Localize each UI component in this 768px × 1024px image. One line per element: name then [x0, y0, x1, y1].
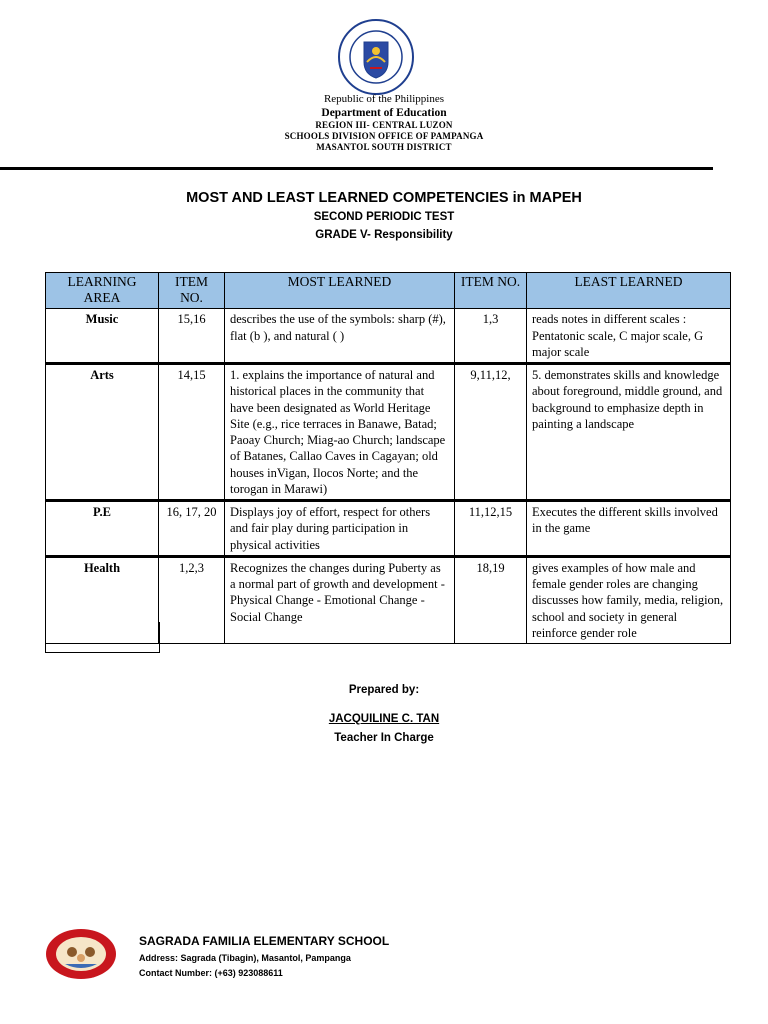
- school-logo: [45, 928, 117, 980]
- table-row: [46, 364, 731, 501]
- division-label: SCHOOLS DIVISION OFFICE OF PAMPANGA: [284, 131, 484, 141]
- cell-area: P.E: [46, 501, 159, 557]
- document-subtitle-grade: GRADE V- Responsibility: [315, 229, 453, 241]
- cell-least-items: 9,11,12,: [455, 364, 527, 501]
- cell-area: Health: [46, 556, 159, 643]
- cell-most-learned: Displays joy of effort, respect for others and fair play during participation in physical activities: [225, 501, 455, 557]
- region-label: REGION III- CENTRAL LUZON: [315, 120, 453, 130]
- school-name: SAGRADA FAMILIA ELEMENTARY SCHOOL: [139, 934, 390, 948]
- header-divider: [0, 167, 713, 170]
- deped-seal-logo: [337, 18, 415, 96]
- cell-least-items: 18,19: [455, 556, 527, 643]
- cell-most-learned: describes the use of the symbols: sharp (#), flat (b ), and natural ( ): [225, 309, 455, 364]
- cell-most-items: 14,15: [159, 364, 225, 501]
- cell-area: Music: [46, 309, 159, 364]
- header-least-learned: LEAST LEARNED: [527, 273, 731, 309]
- cell-least-learned: Executes the different skills involved in the game: [527, 501, 731, 557]
- document-title: MOST AND LEAST LEARNED COMPETENCIES in MAPEH: [186, 190, 582, 206]
- table-row: [46, 309, 731, 364]
- cell-most-items: 1,2,3: [159, 556, 225, 643]
- cell-least-items: 1,3: [455, 309, 527, 364]
- teacher-role: Teacher In Charge: [334, 732, 434, 744]
- header-item-no-least: ITEM NO.: [455, 273, 527, 309]
- teacher-name: JACQUILINE C. TAN: [328, 713, 440, 725]
- prepared-by-label: Prepared by:: [348, 684, 420, 696]
- cell-most-items: 15,16: [159, 309, 225, 364]
- cell-least-learned: gives examples of how male and female gender roles are changing discusses how family, media, religion, school and society in general reinforce gender role: [527, 556, 731, 643]
- cell-least-learned: 5. demonstrates skills and knowledge about foreground, middle ground, and background to emphasize depth in painting a landscape: [527, 364, 731, 501]
- table-extension-cell: [45, 622, 160, 653]
- republic-label: Republic of the Philippines: [323, 93, 445, 105]
- cell-most-items: 16, 17, 20: [159, 501, 225, 557]
- header-learning-area: LEARNING AREA: [46, 273, 159, 309]
- cell-least-learned: reads notes in different scales : Pentatonic scale, C major scale, G major scale: [527, 309, 731, 364]
- cell-most-learned: Recognizes the changes during Puberty as a normal part of growth and development - Physical Change - Emotional Change - Social Change: [225, 556, 455, 643]
- cell-least-items: 11,12,15: [455, 501, 527, 557]
- header-most-learned: MOST LEARNED: [225, 273, 455, 309]
- table-row: [46, 501, 731, 557]
- document-subtitle-test: SECOND PERIODIC TEST: [313, 211, 455, 223]
- cell-most-learned: 1. explains the importance of natural and historical places in the community that have been designated as World Heritage Site (e.g., rice terraces in Banawe, Batad; Paoay Church; Miag-ao Church; landscape of Batanes, Callao Caves in Cagayan; old houses inVigan, Ilocos Norte; and the torogan in Marawi): [225, 364, 455, 501]
- department-label: Department of Education: [321, 107, 447, 119]
- competencies-table: [45, 272, 730, 644]
- district-label: MASANTOL SOUTH DISTRICT: [316, 142, 452, 152]
- school-contact: Contact Number: (+63) 923088611: [139, 968, 283, 978]
- school-address: Address: Sagrada (Tibagin), Masantol, Pampanga: [139, 953, 351, 963]
- header-item-no-most: ITEM NO.: [159, 273, 225, 309]
- table-header-row: [46, 273, 731, 309]
- cell-area: Arts: [46, 364, 159, 501]
